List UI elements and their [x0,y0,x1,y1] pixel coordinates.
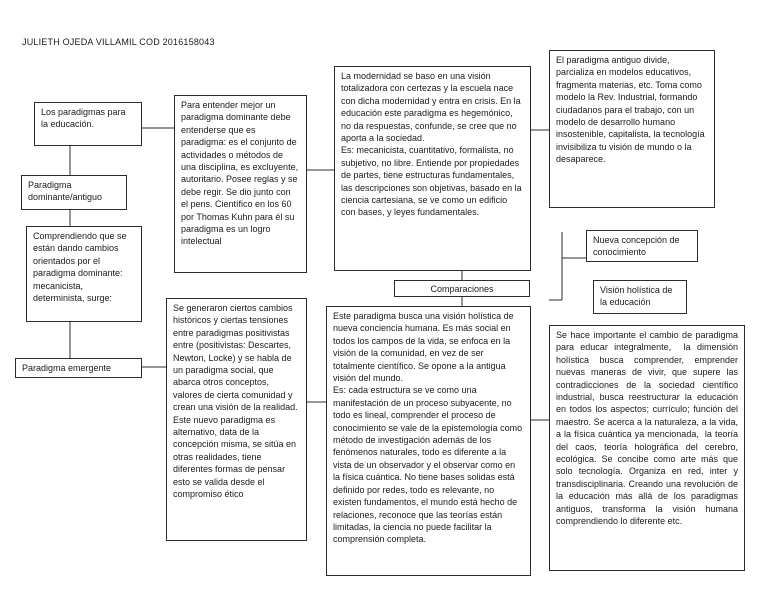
node-paradigma-antiguo-divide: El paradigma antiguo divide, parcializa en modelos educativos, fragmenta materias, etc. Toma como modelo la Rev. Industrial, formando ciudadanos para el trabajo, con un modelo de desarrollo humano insostenible, capitalista, la tecnología invisibiliza tu visión de mundo o la desaparece. [549,50,715,208]
node-vision-holistica: Visión holística de la educación [593,280,687,314]
node-modernidad: La modernidad se baso en una visión totalizadora con certezas y la escuela nace con dicha modernidad y entra en crisis. En la educación este paradigma es hegemónico, no da respuestas, confunde, se cree que no aporta a la sociedad. Es: mecanicista, cuantitativo, formalista, no subjetivo, no libre. Entiende por propiedades de partes, tiene estructuras fundamentales, las descripciones son objetivas, basado en la ciencia cartesiana, se ve como un edificio con bases, y leyes fundamentales. [334,66,531,271]
node-cambio-paradigma: Se hace importante el cambio de paradigma para educar integralmente, la dimensión holística busca comprender, emprender nuevas maneras de vivir, que supere las contradicciones de la sociedad científico industrial, busca reestructurar la educación en todos los aspectos; currículo; función del maestro. Se acerca a la naturaleza, a la vida, a la física cuántica ya mencionada, la teoría del caos, teoría holográfica del cerebro, ecológica. Se concibe como arte más que solo tecnología. Organiza en red, inter y transdisciplinaria. Creando una revolución de la educación más allá de los paradigmas antiguos, transforma la visión humana comprendiendo lo diferente etc. [549,325,745,571]
node-comprendiendo: Comprendiendo que se están dando cambios orientados por el paradigma dominante: mecanicista, determinista, surge: [26,226,142,322]
node-comparaciones: Comparaciones [394,280,530,297]
node-paradigma-holistico: Este paradigma busca una visión holística de nueva conciencia humana. Es más social en todos los campos de la vida, se enfoca en la visión de la comunidad, en vez de ser totalmente científico. Se opone a la antigua visión del mundo. Es: cada estructura se ve como una manifestación de un proceso subyacente, no todo es lineal, comprender el proceso de conocimiento se vale de la epistemología como método de investigación además de los fenómenos naturales, todo es diferente a la vista de un observador y el observar como en la física cuántica. No tiene bases solidas está definido por redes, todo es relevante, no existen fundamentos, el mundo está hecho de relaciones, reconoce que las teorías están limitadas, la ciencia no puede facilitar la comprensión completa. [326,306,531,576]
node-entender-paradigma: Para entender mejor un paradigma dominante debe entenderse que es paradigma: es el conjunto de actividades o métodos de una disciplina, es excluyente, autoritario. Posee reglas y se debe regir. Se dio junto con el pens. Científico en los 60 por Thomas Kuhn para él su paradigma es un logro intelectual [174,95,307,273]
node-paradigma-dominante: Paradigma dominante/antiguo [21,175,127,210]
node-cambios-historicos: Se generaron ciertos cambios históricos y ciertas tensiones entre paradigmas positivistas entre (positivistas: Descartes, Newton, Locke) y se habla de un paradigma social, que abarca otros conceptos, valores de cierta comunidad y crean una visión de la realidad. Este nuevo paradigma es alternativo, data de la concepción misma, se sitúa en otras realidades, tiene diferentes formas de pensar esto se valida desde el compromiso ético [166,298,307,541]
node-paradigma-emergente: Paradigma emergente [15,358,142,378]
node-paradigmas-educacion: Los paradigmas para la educación. [34,102,142,146]
author-header: JULIETH OJEDA VILLAMIL COD 2016158043 [22,37,215,47]
node-nueva-concepcion: Nueva concepción de conocimiento [586,230,698,262]
